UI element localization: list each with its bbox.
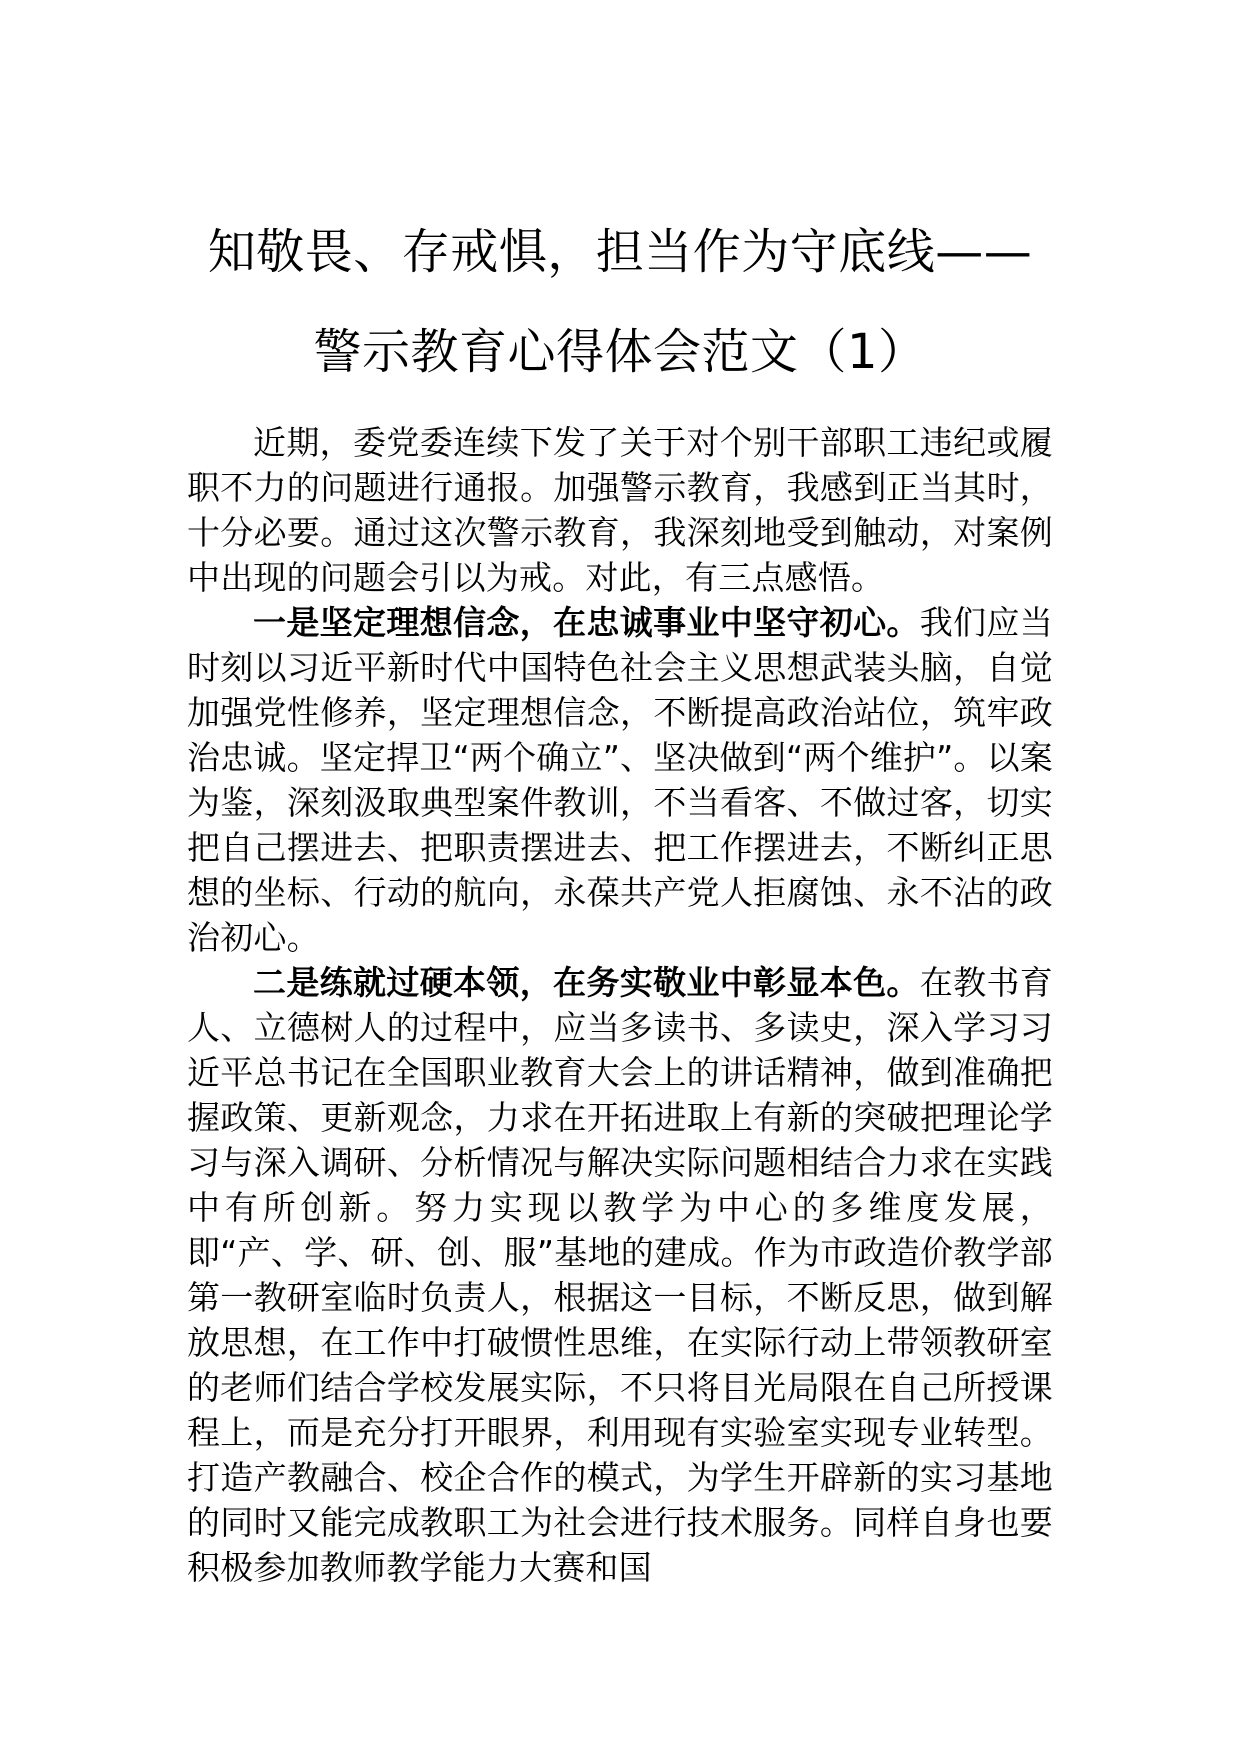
paragraph-point-2 xyxy=(187,960,1053,1590)
paragraph-text: 近期，委党委连续下发了关于对个别干部职工违纪或履职不力的问题进行通报。加强警示教育，我感到正当其时，十分必要。通过这次警示教育，我深刻地受到触动，对案例中出现的问题会引以为戒。对此，有三点感悟。 xyxy=(187,423,1053,597)
document-body xyxy=(187,420,1053,1590)
paragraph-point-1 xyxy=(187,600,1053,960)
paragraph-intro xyxy=(187,420,1053,600)
paragraph-text: 我们应当时刻以习近平新时代中国特色社会主义思想武装头脑，自觉加强党性修养，坚定理想信念，不断提高政治站位，筑牢政治忠诚。坚定捍卫“两个确立”、坚决做到“两个维护”。以案为鉴，深刻汲取典型案件教训，不当看客、不做过客，切实把自己摆进去、把职责摆进去、把工作摆进去，不断纠正思想的坐标、行动的航向，永葆共产党人拒腐蚀、永不沾的政治初心。 xyxy=(187,603,1053,957)
paragraph-lead: 一是坚定理想信念，在忠诚事业中坚守初心。 xyxy=(253,603,920,642)
paragraph-text: 在教书育人、立德树人的过程中，应当多读书、多读史，深入学习习近平总书记在全国职业教育大会上的讲话精神，做到准确把握政策、更新观念，力求在开拓进取上有新的突破把理论学习与深入调研、分析情况与解决实际问题相结合力求在实践中有所创新。努力实现以教学为中心的多维度发展，即“产、学、研、创、服”基地的建成。作为市政造价教学部第一教研室临时负责人，根据这一目标，不断反思，做到解放思想，在工作中打破惯性思维，在实际行动上带领教研室的老师们结合学校发展实际，不只将目光局限在自己所授课程上，而是充分打开眼界，利用现有实验室实现专业转型。打造产教融合、校企合作的模式，为学生开辟新的实习基地的同时又能完成教职工为社会进行技术服务。同样自身也要积极参加教师教学能力大赛和国 xyxy=(187,963,1053,1587)
paragraph-lead: 二是练就过硬本领，在务实敬业中彰显本色。 xyxy=(253,963,920,1002)
document-title: 知敬畏、存戒惧，担当作为守底线——警示教育心得体会范文（1） xyxy=(207,224,1033,380)
